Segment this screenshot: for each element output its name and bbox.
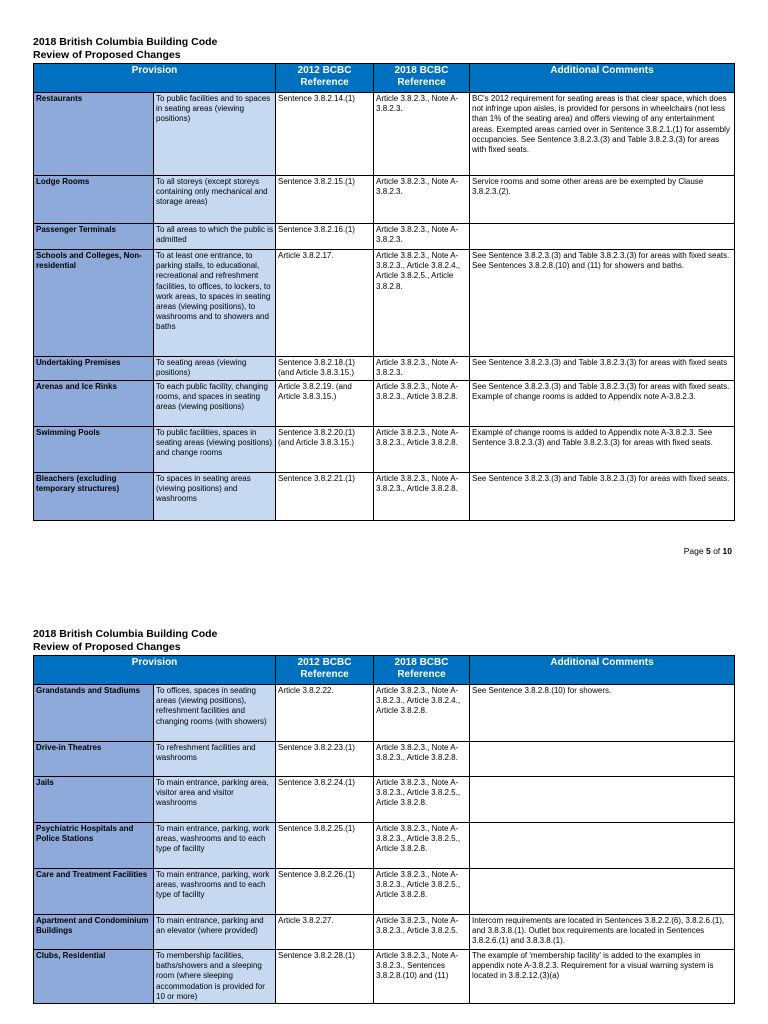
ref-2018-cell: Article 3.8.2.3., Note A-3.8.2.3., Article 3.8.2.5., Article 3.8.2.8. bbox=[374, 869, 470, 915]
header-row bbox=[34, 656, 735, 685]
comments-cell: See Sentence 3.8.2.8.(10) for showers. bbox=[470, 685, 735, 742]
ref-2012-cell: Sentence 3.8.2.28.(1) bbox=[276, 950, 374, 1004]
ref-2018-cell: Article 3.8.2.3., Note A-3.8.2.3., Article 3.8.2.4., Article 3.8.2.8. bbox=[374, 685, 470, 742]
table-row bbox=[34, 473, 735, 521]
ref-2012-cell: Sentence 3.8.2.25.(1) bbox=[276, 823, 374, 869]
provision-cell: Passenger Terminals bbox=[34, 224, 154, 250]
scope-cell: To membership facilities, baths/showers and a sleeping room (where sleeping accommodation is provided for 10 or more) bbox=[154, 950, 276, 1004]
provision-cell: Restaurants bbox=[34, 93, 154, 176]
scope-cell: To refreshment facilities and washrooms bbox=[154, 742, 276, 777]
table-row bbox=[34, 224, 735, 250]
ref-2018-cell: Article 3.8.2.3., Note A-3.8.2.3., Article 3.8.2.8. bbox=[374, 381, 470, 427]
provision-cell: Swimming Pools bbox=[34, 427, 154, 473]
scope-cell: To public facilities, spaces in seating areas (viewing positions) and change rooms bbox=[154, 427, 276, 473]
comments-cell bbox=[470, 777, 735, 823]
provision-cell: Bleachers (excluding temporary structures) bbox=[34, 473, 154, 521]
provision-cell: Jails bbox=[34, 777, 154, 823]
comments-cell: BC's 2012 requirement for seating areas is that clear space, which does not infringe upon aisles, is provided for persons in wheelchairs (not less than 1% of the seating area) and offers viewing of any entertainment areas. Exempted areas carried over in Sentence 3.8.2.1.(1) for assembly occupancies. See Sentence 3.8.2.3.(3) and Table 3.8.2.3.(3) for areas with fixed seats. bbox=[470, 93, 735, 176]
provision-cell: Psychiatric Hospitals and Police Stations bbox=[34, 823, 154, 869]
comments-cell: Intercom requirements are located in Sentences 3.8.2.2.(6), 3.8.2.6.(1), and 3.8.3.8.(1). Outlet box requirements are located in Sentences 3.8.2.6.(1) and 3.8.3.8.(1). bbox=[470, 915, 735, 950]
table-row bbox=[34, 93, 735, 176]
table-row bbox=[34, 685, 735, 742]
scope-cell: To each public facility, changing rooms, and spaces in seating areas (viewing positions) bbox=[154, 381, 276, 427]
ref-2012-cell: Sentence 3.8.2.21.(1) bbox=[276, 473, 374, 521]
ref-2018-cell: Article 3.8.2.3., Note A-3.8.2.3., Article 3.8.2.5., Article 3.8.2.8. bbox=[374, 823, 470, 869]
ref-2018-cell: Article 3.8.2.3., Note A-3.8.2.3., Article 3.8.2.5., Article 3.8.2.8. bbox=[374, 777, 470, 823]
table-row bbox=[34, 381, 735, 427]
ref-2012-cell: Article 3.8.2.19. (and Article 3.8.3.15.) bbox=[276, 381, 374, 427]
provision-cell: Schools and Colleges, Non-residential bbox=[34, 250, 154, 357]
ref-2012-cell: Sentence 3.8.2.26.(1) bbox=[276, 869, 374, 915]
header-2018-reference: 2018 BCBC Reference bbox=[374, 656, 470, 685]
table-row bbox=[34, 357, 735, 381]
ref-2018-cell: Article 3.8.2.3., Note A-3.8.2.3. bbox=[374, 224, 470, 250]
table-row bbox=[34, 777, 735, 823]
header-provision: Provision bbox=[34, 64, 276, 93]
scope-cell: To at least one entrance, to parking stalls, to educational, recreational and refreshment facilities, to offices, to lockers, to work areas, to spaces in seating areas (viewing positions), to washrooms and to showers and baths bbox=[154, 250, 276, 357]
provision-cell: Apartment and Condominium Buildings bbox=[34, 915, 154, 950]
comments-cell: See Sentence 3.8.2.3.(3) and Table 3.8.2.3.(3) for areas with fixed seats. See Sentences 3.8.2.8.(10) and (11) for showers and baths. bbox=[470, 250, 735, 357]
comments-cell: Service rooms and some other areas are be exempted by Clause 3.8.2.3.(2). bbox=[470, 176, 735, 224]
page-number: Page 5 of 10 bbox=[683, 546, 732, 556]
provision-cell: Care and Treatment Facilities bbox=[34, 869, 154, 915]
ref-2012-cell: Sentence 3.8.2.23.(1) bbox=[276, 742, 374, 777]
ref-2012-cell: Sentence 3.8.2.14.(1) bbox=[276, 93, 374, 176]
comments-cell: See Sentence 3.8.2.3.(3) and Table 3.8.2.3.(3) for areas with fixed seats bbox=[470, 357, 735, 381]
comments-cell: See Sentence 3.8.2.3.(3) and Table 3.8.2.3.(3) for areas with fixed seats. Example of change rooms is added to Appendix note A-3.8.2.3. bbox=[470, 381, 735, 427]
provision-cell: Arenas and Ice Rinks bbox=[34, 381, 154, 427]
ref-2012-cell: Sentence 3.8.2.24.(1) bbox=[276, 777, 374, 823]
table-row bbox=[34, 250, 735, 357]
ref-2012-cell: Article 3.8.2.17. bbox=[276, 250, 374, 357]
table-row bbox=[34, 427, 735, 473]
ref-2018-cell: Article 3.8.2.3., Note A-3.8.2.3. bbox=[374, 176, 470, 224]
table-row bbox=[34, 950, 735, 1004]
review-table bbox=[33, 655, 735, 1004]
header-2012-reference: 2012 BCBC Reference bbox=[276, 64, 374, 93]
scope-cell: To offices, spaces in seating areas (viewing positions), refreshment facilities and changing rooms (with showers) bbox=[154, 685, 276, 742]
provision-cell: Lodge Rooms bbox=[34, 176, 154, 224]
table-row bbox=[34, 823, 735, 869]
header-provision: Provision bbox=[34, 656, 276, 685]
scope-cell: To spaces in seating areas (viewing positions) and washrooms bbox=[154, 473, 276, 521]
comments-cell bbox=[470, 742, 735, 777]
scope-cell: To main entrance, parking, work areas, washrooms and to each type of facility bbox=[154, 869, 276, 915]
provision-cell: Undertaking Premises bbox=[34, 357, 154, 381]
table-row bbox=[34, 915, 735, 950]
comments-cell bbox=[470, 823, 735, 869]
provision-cell: Grandstands and Stadiums bbox=[34, 685, 154, 742]
comments-cell: The example of 'membership facility' is added to the examples in appendix note A-3.8.2.3. Requirement for a visual warning system is located in 3.8.2.12.(3)(a) bbox=[470, 950, 735, 1004]
scope-cell: To seating areas (viewing positions) bbox=[154, 357, 276, 381]
document-subtitle: Review of Proposed Changes bbox=[33, 641, 181, 653]
comments-cell: See Sentence 3.8.2.3.(3) and Table 3.8.2.3.(3) for areas with fixed seats. bbox=[470, 473, 735, 521]
comments-cell: Example of change rooms is added to Appendix note A-3.8.2.3. See Sentence 3.8.2.3.(3) and Table 3.8.2.3.(3) for areas with fixed seats. bbox=[470, 427, 735, 473]
ref-2018-cell: Article 3.8.2.3., Note A-3.8.2.3. bbox=[374, 93, 470, 176]
comments-cell bbox=[470, 869, 735, 915]
ref-2018-cell: Article 3.8.2.3., Note A-3.8.2.3., Article 3.8.2.5. bbox=[374, 915, 470, 950]
comments-cell bbox=[470, 224, 735, 250]
table-row bbox=[34, 176, 735, 224]
document-subtitle: Review of Proposed Changes bbox=[33, 49, 181, 61]
table-row bbox=[34, 742, 735, 777]
ref-2012-cell: Sentence 3.8.2.15.(1) bbox=[276, 176, 374, 224]
provision-cell: Drive-in Theatres bbox=[34, 742, 154, 777]
header-additional-comments: Additional Comments bbox=[470, 64, 735, 93]
table-row bbox=[34, 869, 735, 915]
ref-2012-cell: Sentence 3.8.2.16.(1) bbox=[276, 224, 374, 250]
ref-2012-cell: Article 3.8.2.27. bbox=[276, 915, 374, 950]
page-six bbox=[33, 628, 736, 1004]
scope-cell: To public facilities and to spaces in seating areas (viewing positions) bbox=[154, 93, 276, 176]
document-title: 2018 British Columbia Building Code bbox=[33, 36, 218, 48]
document-title: 2018 British Columbia Building Code bbox=[33, 628, 218, 640]
scope-cell: To all storeys (except storeys containing only mechanical and storage areas) bbox=[154, 176, 276, 224]
header-row bbox=[34, 64, 735, 93]
header-2012-reference: 2012 BCBC Reference bbox=[276, 656, 374, 685]
review-table bbox=[33, 63, 735, 521]
page-five bbox=[33, 36, 736, 521]
scope-cell: To main entrance, parking, work areas, washrooms and to each type of facility bbox=[154, 823, 276, 869]
header-2018-reference: 2018 BCBC Reference bbox=[374, 64, 470, 93]
ref-2012-cell: Article 3.8.2.22. bbox=[276, 685, 374, 742]
header-additional-comments: Additional Comments bbox=[470, 656, 735, 685]
scope-cell: To main entrance, parking area, visitor area and visitor washrooms bbox=[154, 777, 276, 823]
ref-2012-cell: Sentence 3.8.2.20.(1) (and Article 3.8.3.15.) bbox=[276, 427, 374, 473]
ref-2018-cell: Article 3.8.2.3., Note A-3.8.2.3., Article 3.8.2.8. bbox=[374, 473, 470, 521]
ref-2018-cell: Article 3.8.2.3., Note A-3.8.2.3., Sentences 3.8.2.8.(10) and (11) bbox=[374, 950, 470, 1004]
ref-2012-cell: Sentence 3.8.2.18.(1) (and Article 3.8.3.15.) bbox=[276, 357, 374, 381]
ref-2018-cell: Article 3.8.2.3., Note A-3.8.2.3., Article 3.8.2.8. bbox=[374, 427, 470, 473]
provision-cell: Clubs, Residential bbox=[34, 950, 154, 1004]
scope-cell: To all areas to which the public is admitted bbox=[154, 224, 276, 250]
ref-2018-cell: Article 3.8.2.3., Note A-3.8.2.3., Article 3.8.2.4., Article 3.8.2.5., Article 3.8.2.8. bbox=[374, 250, 470, 357]
scope-cell: To main entrance, parking and an elevator (where provided) bbox=[154, 915, 276, 950]
ref-2018-cell: Article 3.8.2.3., Note A-3.8.2.3., Article 3.8.2.8. bbox=[374, 742, 470, 777]
ref-2018-cell: Article 3.8.2.3., Note A-3.8.2.3. bbox=[374, 357, 470, 381]
